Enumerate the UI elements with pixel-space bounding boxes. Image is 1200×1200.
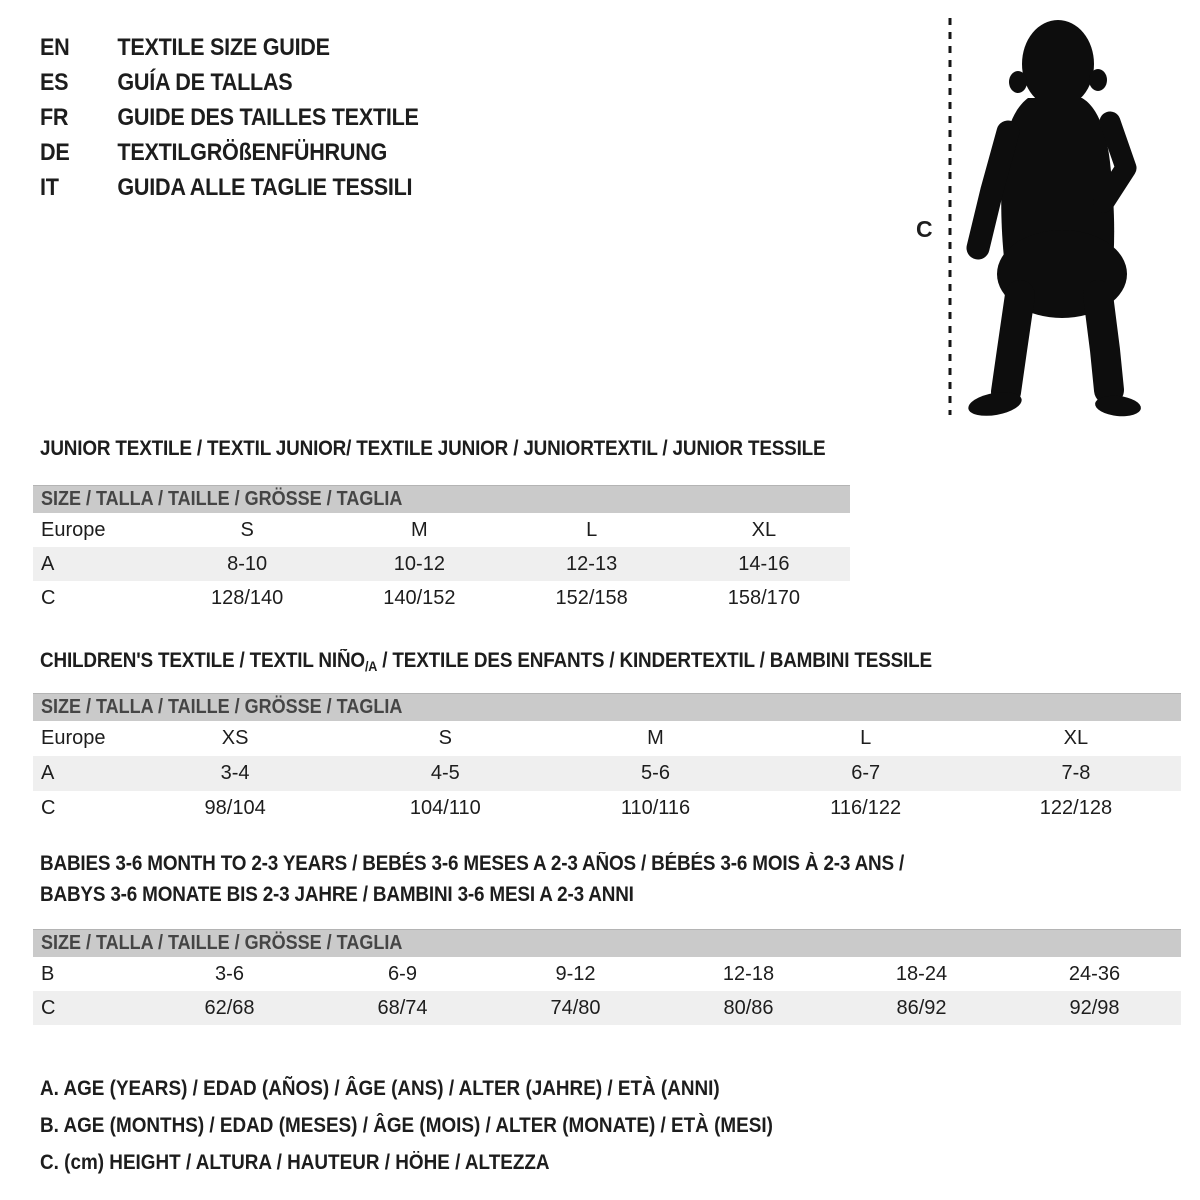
size-header-label: SIZE / TALLA / TAILLE / GRÖSSE / TAGLIA <box>41 488 403 510</box>
table-row-height <box>33 581 850 615</box>
table-row-age-months <box>33 957 1181 991</box>
table-cell: 152/158 <box>555 586 628 609</box>
children-heading-subscript: /A <box>364 658 378 674</box>
language-row-es <box>40 65 419 100</box>
language-row-fr <box>40 100 419 135</box>
table-row-age-years <box>33 547 850 581</box>
legend-height-cm: C. (cm) HEIGHT / ALTURA / HAUTEUR / HÖHE / ALTEZZA <box>40 1150 550 1174</box>
row-label: Europe <box>41 518 106 541</box>
guide-title-de: TEXTILGRÖßENFÜHRUNG <box>117 138 388 166</box>
table-cell: 62/68 <box>204 996 255 1019</box>
table-cell: XL <box>1063 727 1089 749</box>
babies-section-heading-line1: BABIES 3-6 MONTH TO 2-3 YEARS / BEBÉS 3-6 MESES A 2-3 AÑOS / BÉBÉS 3-6 MOIS À 2-3 ANS / <box>40 852 905 875</box>
language-code: DE <box>40 138 70 166</box>
table-row-height <box>33 791 1181 826</box>
table-cell: 86/92 <box>896 996 947 1019</box>
table-cell: 4-5 <box>430 762 460 784</box>
children-size-header-bar <box>33 693 1181 721</box>
guide-title-it: GUIDA ALLE TAGLIE TESSILI <box>117 173 413 201</box>
table-cell: 3-6 <box>215 962 244 985</box>
language-row-it <box>40 170 419 205</box>
table-cell: 104/110 <box>409 797 481 819</box>
junior-section-heading: JUNIOR TEXTILE / TEXTIL JUNIOR/ TEXTILE JUNIOR / JUNIORTEXTIL / JUNIOR TESSILE <box>40 437 826 460</box>
babies-size-header-bar <box>33 929 1181 957</box>
table-cell: 80/86 <box>723 996 774 1019</box>
junior-size-header-bar <box>33 485 850 513</box>
measurement-legend <box>40 1070 854 1181</box>
table-cell: M <box>647 727 664 749</box>
junior-size-table <box>33 485 850 615</box>
row-label: A <box>41 762 55 784</box>
table-cell: 10-12 <box>393 552 445 575</box>
table-cell: 98/104 <box>204 797 266 819</box>
height-marker-label: C <box>916 216 933 242</box>
table-cell: 14-16 <box>738 552 790 575</box>
babies-section-heading-line2: BABYS 3-6 MONATE BIS 2-3 JAHRE / BAMBINI 3-6 MESI A 2-3 ANNI <box>40 883 634 906</box>
table-cell: 18-24 <box>895 962 948 985</box>
table-cell: 6-9 <box>388 962 417 985</box>
toddler-silhouette <box>967 20 1142 420</box>
table-cell: 128/140 <box>210 586 284 609</box>
table-cell: 6-7 <box>851 762 881 784</box>
children-section-heading <box>40 649 932 673</box>
language-row-en <box>40 30 419 65</box>
table-cell: 110/116 <box>620 797 691 819</box>
table-row-height <box>33 991 1181 1025</box>
row-label: A <box>41 552 55 575</box>
table-cell: 92/98 <box>1069 996 1120 1019</box>
table-cell: 12-18 <box>722 962 775 985</box>
guide-title-fr: GUIDE DES TAILLES TEXTILE <box>117 103 419 131</box>
table-cell: 140/152 <box>383 586 456 609</box>
row-label: B <box>41 962 55 985</box>
row-label: C <box>41 797 56 819</box>
table-cell: 158/170 <box>727 586 801 609</box>
table-cell: 74/80 <box>550 996 601 1019</box>
size-header-label: SIZE / TALLA / TAILLE / GRÖSSE / TAGLIA <box>41 932 403 954</box>
table-cell: 7-8 <box>1061 762 1091 784</box>
table-cell: L <box>586 518 598 541</box>
language-code: ES <box>40 68 69 96</box>
table-cell: 12-13 <box>566 552 618 575</box>
size-header-label: SIZE / TALLA / TAILLE / GRÖSSE / TAGLIA <box>41 696 403 718</box>
children-heading-text: CHILDREN'S TEXTILE / TEXTIL NIÑO <box>40 649 365 672</box>
table-row-age-years <box>33 756 1181 791</box>
children-heading-text: / TEXTILE DES ENFANTS / KINDERTEXTIL / BAMBINI TESSILE <box>377 649 932 672</box>
language-row-de <box>40 135 419 170</box>
row-label: Europe <box>41 727 106 749</box>
table-cell: 8-10 <box>227 552 268 575</box>
table-cell: S <box>438 727 452 749</box>
table-row-europe <box>33 513 850 547</box>
table-cell: 68/74 <box>377 996 428 1019</box>
language-title-list <box>40 30 419 205</box>
row-label: C <box>41 586 56 609</box>
language-code: FR <box>40 103 69 131</box>
table-cell: 116/122 <box>830 797 902 819</box>
table-cell: S <box>240 518 254 541</box>
legend-age-years: A. AGE (YEARS) / EDAD (AÑOS) / ÂGE (ANS) / ALTER (JAHRE) / ETÀ (ANNI) <box>40 1076 720 1100</box>
guide-title-en: TEXTILE SIZE GUIDE <box>117 33 330 61</box>
toddler-silhouette-figure <box>900 10 1150 422</box>
table-cell: M <box>411 518 428 541</box>
table-cell: 3-4 <box>220 762 250 784</box>
babies-size-table <box>33 929 1181 1025</box>
table-cell: 9-12 <box>555 962 596 985</box>
children-size-table <box>33 693 1181 826</box>
table-cell: 122/128 <box>1039 797 1113 819</box>
language-code: EN <box>40 33 70 61</box>
guide-title-es: GUÍA DE TALLAS <box>117 68 293 96</box>
table-row-europe <box>33 721 1181 756</box>
row-label: C <box>41 996 56 1019</box>
table-cell: 24-36 <box>1068 962 1121 985</box>
table-cell: XL <box>751 518 777 541</box>
legend-age-months: B. AGE (MONTHS) / EDAD (MESES) / ÂGE (MOIS) / ALTER (MONATE) / ETÀ (MESI) <box>40 1113 773 1137</box>
table-cell: 5-6 <box>641 762 670 784</box>
table-cell: XS <box>221 727 249 749</box>
table-cell: L <box>860 727 872 749</box>
language-code: IT <box>40 173 59 201</box>
